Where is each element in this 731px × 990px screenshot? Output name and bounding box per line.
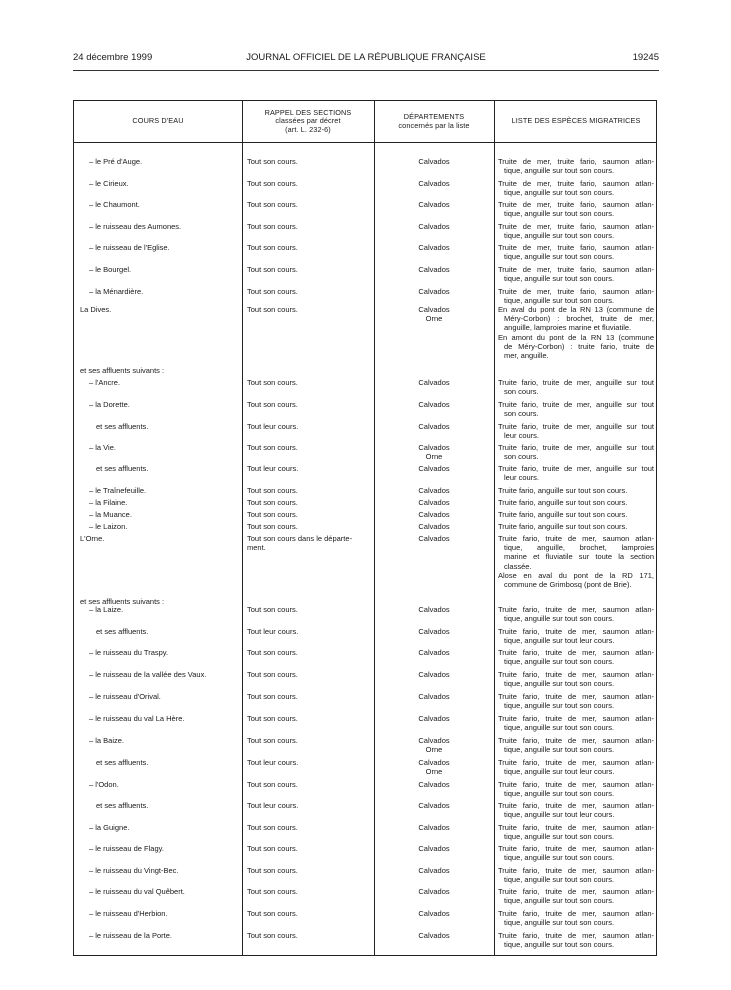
cell-especes — [498, 692, 654, 710]
cell-cours-d-eau: et ses affluents suivants : — [80, 597, 165, 606]
cell-departements — [374, 378, 494, 387]
cell-section: Tout son cours. — [247, 287, 298, 296]
cell-especes — [498, 498, 654, 507]
cell-section: Tout son cours. — [247, 866, 298, 875]
species-line: Truite fario, anguille sur tout son cours. — [498, 510, 628, 519]
departement-name: Calvados — [418, 823, 450, 832]
species-line: Truite fario, truite de mer, saumon atlan- — [498, 648, 654, 657]
species-line: Truite de mer, truite fario, saumon atlan- — [498, 179, 654, 188]
species-line: Truite fario, truite de mer, saumon atlan- — [498, 714, 654, 723]
species-line: Truite de mer, truite fario, saumon atlan- — [498, 200, 654, 209]
cell-departements — [374, 670, 494, 679]
cell-cours-d-eau: – le Chaumont. — [89, 200, 140, 209]
cell-departements — [374, 522, 494, 531]
departement-name: Calvados — [418, 844, 450, 853]
cell-cours-d-eau: et ses affluents. — [96, 422, 149, 431]
departement-name: Calvados — [418, 780, 450, 789]
cell-section: Tout son cours. — [247, 887, 298, 896]
cell-especes — [498, 510, 654, 519]
species-line: Alose en aval du pont de la RD 171, — [498, 570, 654, 580]
cell-section: Tout son cours. — [247, 265, 298, 274]
departement-name: Calvados — [418, 265, 450, 274]
departement-name: Calvados — [418, 909, 450, 918]
departement-name: Calvados — [418, 179, 450, 188]
cell-departements — [374, 931, 494, 940]
departement-name: Calvados — [418, 422, 450, 431]
cell-section: Tout son cours. — [247, 714, 298, 723]
species-line: Truite fario, truite de mer, anguille sur tout — [498, 422, 654, 431]
species-line: tique, anguille, brochet, lamproies — [504, 543, 654, 553]
species-line: tique, anguille sur tout son cours. — [504, 679, 615, 689]
cell-section: Tout son cours. — [247, 648, 298, 657]
table-body — [74, 142, 656, 955]
cell-section: Tout son cours. — [247, 736, 298, 745]
cell-departements — [374, 200, 494, 209]
cell-cours-d-eau: – le Laizon. — [89, 522, 128, 531]
species-line: Méry-Corbon) : brochet, truite de mer, — [504, 314, 654, 324]
cell-cours-d-eau: – le Pré d'Auge. — [89, 157, 143, 166]
cell-departements — [374, 844, 494, 853]
species-line: tique, anguille sur tout son cours. — [504, 614, 615, 624]
cell-departements — [374, 179, 494, 188]
cell-especes — [498, 931, 654, 949]
cell-section: Tout son cours. — [247, 909, 298, 918]
cell-cours-d-eau: – la Muance. — [89, 510, 132, 519]
species-line: En aval du pont de la RN 13 (commune de — [498, 305, 654, 314]
cell-cours-d-eau: et ses affluents. — [96, 464, 149, 473]
cell-cours-d-eau: – le ruisseau de Flagy. — [89, 844, 164, 853]
cell-section: Tout leur cours. — [247, 464, 299, 473]
cell-cours-d-eau: – la Dorette. — [89, 400, 130, 409]
species-line: commune de Grimbosq (pont de Brie). — [504, 580, 632, 590]
cell-especes — [498, 648, 654, 666]
departement-name: Calvados — [418, 157, 450, 166]
species-line: Truite fario, truite de mer, saumon atlan- — [498, 758, 654, 767]
cell-section: Tout son cours. — [247, 780, 298, 789]
cell-especes — [498, 534, 654, 589]
cell-especes — [498, 464, 654, 482]
cell-cours-d-eau: et ses affluents suivants : — [80, 366, 165, 375]
departement-name: Orne — [425, 745, 443, 755]
species-line: tique, anguille sur tout leur cours. — [504, 636, 615, 646]
cell-departements — [374, 801, 494, 810]
cell-especes — [498, 179, 654, 197]
species-line: tique, anguille sur tout son cours. — [504, 918, 615, 928]
cell-especes — [498, 287, 654, 305]
species-line: tique, anguille sur tout son cours. — [504, 701, 615, 711]
species-line: tique, anguille sur tout son cours. — [504, 657, 615, 667]
cell-especes — [498, 801, 654, 819]
cell-departements — [374, 287, 494, 296]
species-line: Truite fario, truite de mer, anguille sur tout — [498, 443, 654, 452]
cell-especes — [498, 823, 654, 841]
species-line: tique, anguille sur tout son cours. — [504, 723, 615, 733]
species-line: tique, anguille sur tout son cours. — [504, 940, 615, 950]
cell-departements — [374, 243, 494, 252]
cell-especes — [498, 758, 654, 776]
departement-name: Calvados — [418, 464, 450, 473]
cell-cours-d-eau: – le ruisseau du val Quêbert. — [89, 887, 185, 896]
species-line: Truite fario, truite de mer, saumon atlan- — [498, 605, 654, 614]
cell-cours-d-eau: – le ruisseau de la vallée des Vaux. — [89, 670, 207, 679]
cell-section: Tout son cours. — [247, 692, 298, 701]
cell-section: Tout son cours dans le départe- ment. — [247, 534, 353, 553]
cell-especes — [498, 866, 654, 884]
species-line: tique, anguille sur tout son cours. — [504, 896, 615, 906]
species-line: tique, anguille sur tout son cours. — [504, 789, 615, 799]
cell-cours-d-eau: L'Orne. — [80, 534, 105, 543]
cell-section: Tout son cours. — [247, 931, 298, 940]
col-header-sections: RAPPEL DES SECTIONS classées par décret (art. L. 232-6) — [264, 107, 352, 134]
species-line: Truite fario, truite de mer, anguille sur tout — [498, 378, 654, 387]
species-line: tique, anguille sur tout son cours. — [504, 875, 615, 885]
departement-name: Calvados — [418, 498, 450, 507]
cell-cours-d-eau: – le ruisseau du Traspy. — [89, 648, 169, 657]
cell-especes — [498, 522, 654, 531]
cell-especes — [498, 265, 654, 283]
cell-cours-d-eau: – le ruisseau du Vingt-Bec. — [89, 866, 179, 875]
cell-section: Tout son cours. — [247, 157, 298, 166]
col-header-cours: COURS D'EAU — [132, 116, 184, 126]
cell-cours-d-eau: – le ruisseau de la Porte. — [89, 931, 172, 940]
cell-section: Tout leur cours. — [247, 758, 299, 767]
table-header — [74, 101, 656, 143]
cell-section: Tout son cours. — [247, 498, 298, 507]
cell-departements — [374, 464, 494, 473]
species-line: Truite fario, truite de mer, anguille sur tout — [498, 464, 654, 473]
cell-especes — [498, 670, 654, 688]
cell-cours-d-eau: – la Vie. — [89, 443, 116, 452]
cell-cours-d-eau: – le ruisseau de l'Eglise. — [89, 243, 170, 252]
species-line: Truite fario, truite de mer, anguille sur tout — [498, 400, 654, 409]
cell-departements — [374, 692, 494, 701]
species-table — [73, 100, 657, 956]
departement-name: Calvados — [418, 222, 450, 231]
departement-name: Calvados — [418, 866, 450, 875]
departement-name: Orne — [425, 314, 443, 324]
departement-name: Calvados — [418, 486, 450, 495]
cell-section: Tout leur cours. — [247, 627, 299, 636]
species-line: son cours. — [504, 387, 539, 397]
departement-name: Calvados — [418, 627, 450, 636]
cell-especes — [498, 844, 654, 862]
cell-departements — [374, 498, 494, 507]
departement-name: Calvados — [418, 400, 450, 409]
col-header-departements: DÉPARTEMENTS concernés par la liste — [398, 112, 470, 130]
departement-name: Calvados — [418, 931, 450, 940]
cell-especes — [498, 605, 654, 623]
cell-especes — [498, 443, 654, 461]
cell-cours-d-eau: et ses affluents. — [96, 627, 149, 636]
departement-name: Calvados — [418, 378, 450, 387]
departement-name: Calvados — [418, 287, 450, 296]
species-line: tique, anguille sur tout leur cours. — [504, 810, 615, 820]
departement-name: Calvados — [418, 522, 450, 531]
species-line: tique, anguille sur tout son cours. — [504, 188, 615, 198]
cell-especes — [498, 200, 654, 218]
species-line: En amont du pont de la RN 13 (commune — [498, 332, 654, 342]
cell-especes — [498, 157, 654, 175]
cell-cours-d-eau: – la Filaine. — [89, 498, 128, 507]
species-line: Truite fario, anguille sur tout son cours. — [498, 486, 628, 495]
journal-title: JOURNAL OFFICIEL DE LA RÉPUBLIQUE FRANÇAISE — [246, 52, 486, 63]
cell-section: Tout son cours. — [247, 510, 298, 519]
departement-name: Calvados — [418, 534, 450, 543]
species-line: Truite fario, truite de mer, saumon atlan- — [498, 844, 654, 853]
species-line: Truite de mer, truite fario, saumon atlan- — [498, 265, 654, 274]
cell-departements — [374, 887, 494, 896]
cell-cours-d-eau: La Dives. — [80, 305, 112, 314]
species-line: son cours. — [504, 409, 539, 419]
issue-date: 24 décembre 1999 — [73, 52, 153, 63]
cell-cours-d-eau: – le ruisseau d'Orival. — [89, 692, 161, 701]
cell-especes — [498, 714, 654, 732]
species-line: mer, anguille. — [504, 351, 549, 361]
page-number: 19245 — [632, 52, 659, 63]
cell-departements — [374, 422, 494, 431]
species-line: marine et fluviatile sur toute la section — [504, 552, 654, 562]
cell-especes — [498, 400, 654, 418]
cell-departements — [374, 400, 494, 409]
species-line: Truite fario, truite de mer, saumon atlan- — [498, 627, 654, 636]
departement-name: Orne — [425, 452, 443, 462]
cell-departements — [374, 305, 494, 323]
species-line: Truite de mer, truite fario, saumon atlan- — [498, 287, 654, 296]
cell-cours-d-eau: et ses affluents. — [96, 758, 149, 767]
cell-especes — [498, 627, 654, 645]
cell-departements — [374, 510, 494, 519]
departement-name: Calvados — [418, 648, 450, 657]
cell-departements — [374, 605, 494, 614]
species-line: Truite fario, truite de mer, saumon atlan- — [498, 780, 654, 789]
cell-especes — [498, 243, 654, 261]
cell-cours-d-eau: – l'Ancre. — [89, 378, 121, 387]
col-header-especes: LISTE DES ESPÈCES MIGRATRICES — [511, 116, 641, 126]
cell-section: Tout son cours. — [247, 305, 298, 314]
cell-section: Tout son cours. — [247, 605, 298, 614]
cell-section: Tout son cours. — [247, 378, 298, 387]
species-line: tique, anguille sur tout son cours. — [504, 745, 615, 755]
species-line: tique, anguille sur tout leur cours. — [504, 767, 615, 777]
header-rule — [73, 70, 659, 71]
departement-name: Calvados — [418, 887, 450, 896]
cell-cours-d-eau: – la Ménardière. — [89, 287, 144, 296]
species-line: Truite fario, truite de mer, saumon atlan- — [498, 692, 654, 701]
departement-name: Calvados — [418, 305, 450, 314]
species-line: leur cours. — [504, 473, 540, 483]
cell-departements — [374, 866, 494, 875]
species-line: Truite de mer, truite fario, saumon atlan- — [498, 157, 654, 166]
species-line: Truite fario, truite de mer, saumon atlan- — [498, 823, 654, 832]
cell-departements — [374, 157, 494, 166]
departement-name: Calvados — [418, 510, 450, 519]
cell-section: Tout leur cours. — [247, 801, 299, 810]
cell-departements — [374, 443, 494, 461]
departement-name: Orne — [425, 767, 443, 777]
cell-cours-d-eau: – l'Odon. — [89, 780, 119, 789]
departement-name: Calvados — [418, 670, 450, 679]
species-line: Truite fario, truite de mer, saumon atlan- — [498, 534, 654, 543]
cell-cours-d-eau: et ses affluents. — [96, 801, 149, 810]
cell-cours-d-eau: – le Cirieux. — [89, 179, 129, 188]
species-line: anguille, lamproies marine et fluviatile. — [504, 323, 632, 333]
species-line: Truite fario, truite de mer, saumon atlan- — [498, 909, 654, 918]
departement-name: Calvados — [418, 443, 450, 452]
cell-cours-d-eau: – la Baize. — [89, 736, 125, 745]
species-line: Truite fario, truite de mer, saumon atlan- — [498, 866, 654, 875]
cell-especes — [498, 780, 654, 798]
cell-especes — [498, 887, 654, 905]
page-header — [73, 52, 659, 66]
cell-section: Tout son cours. — [247, 844, 298, 853]
cell-especes — [498, 222, 654, 240]
species-line: tique, anguille sur tout son cours. — [504, 274, 615, 284]
cell-section: Tout son cours. — [247, 522, 298, 531]
cell-departements — [374, 222, 494, 231]
cell-section: Tout son cours. — [247, 823, 298, 832]
departement-name: Calvados — [418, 714, 450, 723]
departement-name: Calvados — [418, 243, 450, 252]
cell-cours-d-eau: – le Bourgel. — [89, 265, 132, 274]
cell-section: Tout son cours. — [247, 443, 298, 452]
species-line: leur cours. — [504, 431, 540, 441]
species-line: Truite fario, anguille sur tout son cours. — [498, 498, 628, 507]
species-line: Truite de mer, truite fario, saumon atlan- — [498, 243, 654, 252]
cell-section: Tout son cours. — [247, 486, 298, 495]
species-line: Truite fario, anguille sur tout son cours. — [498, 522, 628, 531]
cell-cours-d-eau: – le Traînefeuille. — [89, 486, 147, 495]
cell-departements — [374, 823, 494, 832]
cell-especes — [498, 378, 654, 396]
species-line: tique, anguille sur tout son cours. — [504, 832, 615, 842]
species-line: tique, anguille sur tout son cours. — [504, 252, 615, 262]
cell-departements — [374, 648, 494, 657]
species-line: tique, anguille sur tout son cours. — [504, 231, 615, 241]
species-line: Truite fario, truite de mer, saumon atlan- — [498, 801, 654, 810]
species-line: son cours. — [504, 452, 539, 462]
cell-especes — [498, 909, 654, 927]
cell-section: Tout son cours. — [247, 670, 298, 679]
cell-departements — [374, 265, 494, 274]
cell-especes — [498, 305, 654, 360]
species-line: de Méry-Corbon) : truite fario, truite de — [504, 341, 654, 351]
cell-section: Tout son cours. — [247, 179, 298, 188]
species-line: tique, anguille sur tout son cours. — [504, 166, 615, 176]
cell-section: Tout son cours. — [247, 243, 298, 252]
cell-cours-d-eau: – le ruisseau des Aumones. — [89, 222, 182, 231]
species-line: classée. — [504, 561, 532, 571]
species-line: tique, anguille sur tout son cours. — [504, 853, 615, 863]
cell-cours-d-eau: – le ruisseau d'Herbion. — [89, 909, 168, 918]
cell-section: Tout son cours. — [247, 400, 298, 409]
species-line: tique, anguille sur tout son cours. — [504, 296, 615, 306]
departement-name: Calvados — [418, 605, 450, 614]
cell-especes — [498, 736, 654, 754]
cell-especes — [498, 422, 654, 440]
species-line: Truite fario, truite de mer, saumon atlan- — [498, 887, 654, 896]
cell-section: Tout son cours. — [247, 200, 298, 209]
cell-departements — [374, 534, 494, 543]
cell-departements — [374, 627, 494, 636]
departement-name: Calvados — [418, 736, 450, 745]
species-line: Truite fario, truite de mer, saumon atlan- — [498, 736, 654, 745]
cell-departements — [374, 714, 494, 723]
cell-section: Tout son cours. — [247, 222, 298, 231]
cell-departements — [374, 736, 494, 754]
species-line: Truite fario, truite de mer, saumon atlan- — [498, 931, 654, 940]
cell-section: Tout leur cours. — [247, 422, 299, 431]
departement-name: Calvados — [418, 692, 450, 701]
species-line: Truite fario, truite de mer, saumon atlan- — [498, 670, 654, 679]
cell-cours-d-eau: – le ruisseau du val La Hère. — [89, 714, 185, 723]
cell-departements — [374, 758, 494, 776]
cell-departements — [374, 486, 494, 495]
cell-cours-d-eau: – la Laize. — [89, 605, 124, 614]
species-line: Truite de mer, truite fario, saumon atlan- — [498, 222, 654, 231]
departement-name: Calvados — [418, 801, 450, 810]
departement-name: Calvados — [418, 758, 450, 767]
cell-especes — [498, 486, 654, 495]
departement-name: Calvados — [418, 200, 450, 209]
species-line: tique, anguille sur tout son cours. — [504, 209, 615, 219]
cell-departements — [374, 909, 494, 918]
cell-departements — [374, 780, 494, 789]
cell-cours-d-eau: – la Guigne. — [89, 823, 130, 832]
